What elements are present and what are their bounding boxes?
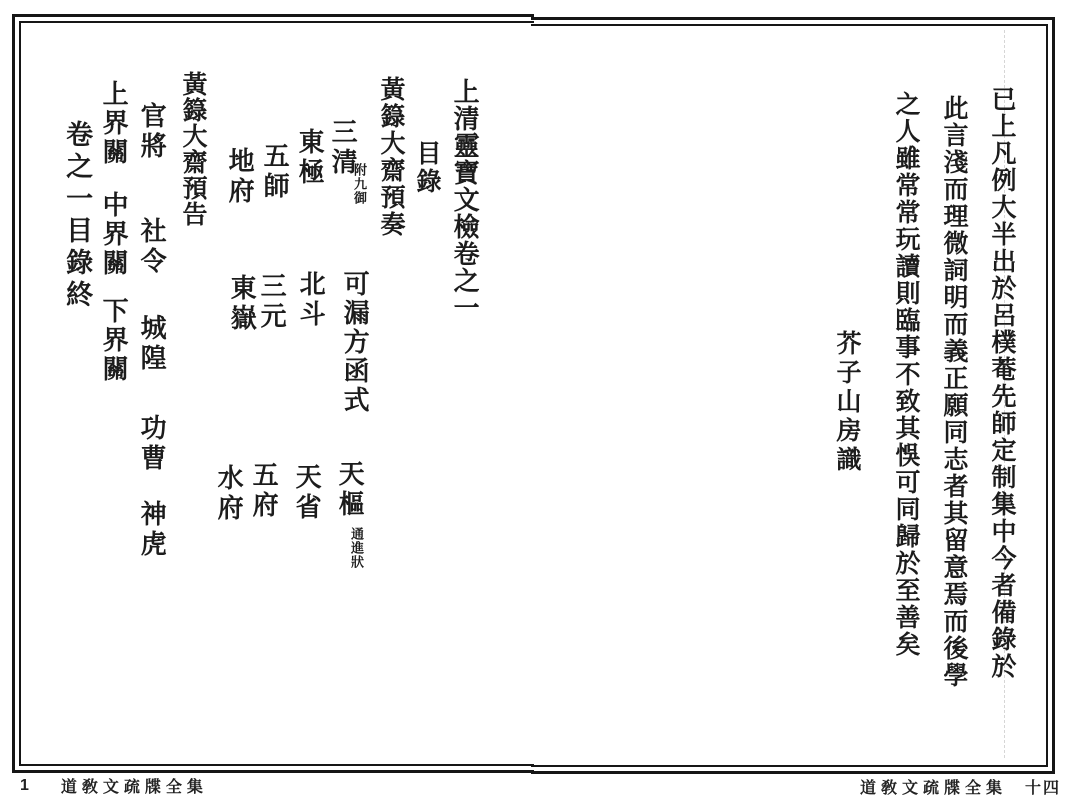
section-1-heading: 黃籙大齋預奏 [377, 76, 404, 238]
toc-entry: 神虎 [137, 500, 167, 560]
toc-entry-annotation: 通進狀 [349, 527, 365, 569]
preface-column-2: 此言淺而理微詞明而義正願同志者其留意焉而後學 [940, 95, 967, 689]
footer-book-title-right: 道敎文疏牒全集 [860, 780, 1008, 797]
footer-folio-number: 十四 [1025, 780, 1062, 797]
page-frame-right [531, 17, 1055, 774]
toc-entry: 中界關 [99, 191, 129, 278]
preface-column-1: 已上凡例大半出於呂樸菴先師定制集中今者備錄於 [988, 86, 1015, 680]
toc-entry-annotation: 附九御 [352, 163, 368, 205]
toc-entry: 官將 [137, 102, 167, 162]
section-2-heading: 黃籙大齋預告 [179, 71, 206, 227]
toc-entry: 水府 [214, 464, 244, 524]
toc-entry: 東嶽 [227, 274, 257, 334]
toc-entry: 天樞 [335, 460, 365, 520]
toc-entry: 三清 [328, 118, 358, 178]
toc-entry: 東極 [295, 128, 325, 188]
footer-book-title-left: 道敎文疏牒全集 [60, 779, 208, 796]
footer-page-number: 1 [20, 776, 31, 794]
toc-entry: 可漏方函式 [340, 270, 370, 415]
toc-entry: 社令 [137, 217, 167, 277]
toc-heading: 目錄 [413, 140, 440, 196]
toc-entry: 下界關 [99, 297, 129, 384]
studio-signature: 芥子山房識 [833, 330, 860, 475]
toc-entry: 五府 [249, 461, 279, 521]
volume-title: 上清靈寶文檢卷之一 [450, 78, 480, 321]
toc-entry: 上界關 [99, 80, 129, 167]
toc-entry: 五師 [260, 142, 290, 202]
toc-entry: 北斗 [296, 270, 326, 330]
toc-entry: 三元 [257, 272, 287, 332]
page-frame-right-inner-line [531, 24, 1048, 767]
footer-left [20, 774, 208, 797]
toc-entry: 城隍 [137, 314, 167, 374]
toc-entry: 天省 [292, 463, 322, 523]
toc-entry: 地府 [225, 147, 255, 207]
footer-right [860, 775, 1061, 798]
preface-column-3: 之人雖常常玩讀則臨事不致其悞可同歸於至善矣 [892, 91, 919, 658]
toc-entry: 功曹 [137, 414, 167, 474]
toc-end-note: 卷之一目錄終 [62, 120, 93, 312]
